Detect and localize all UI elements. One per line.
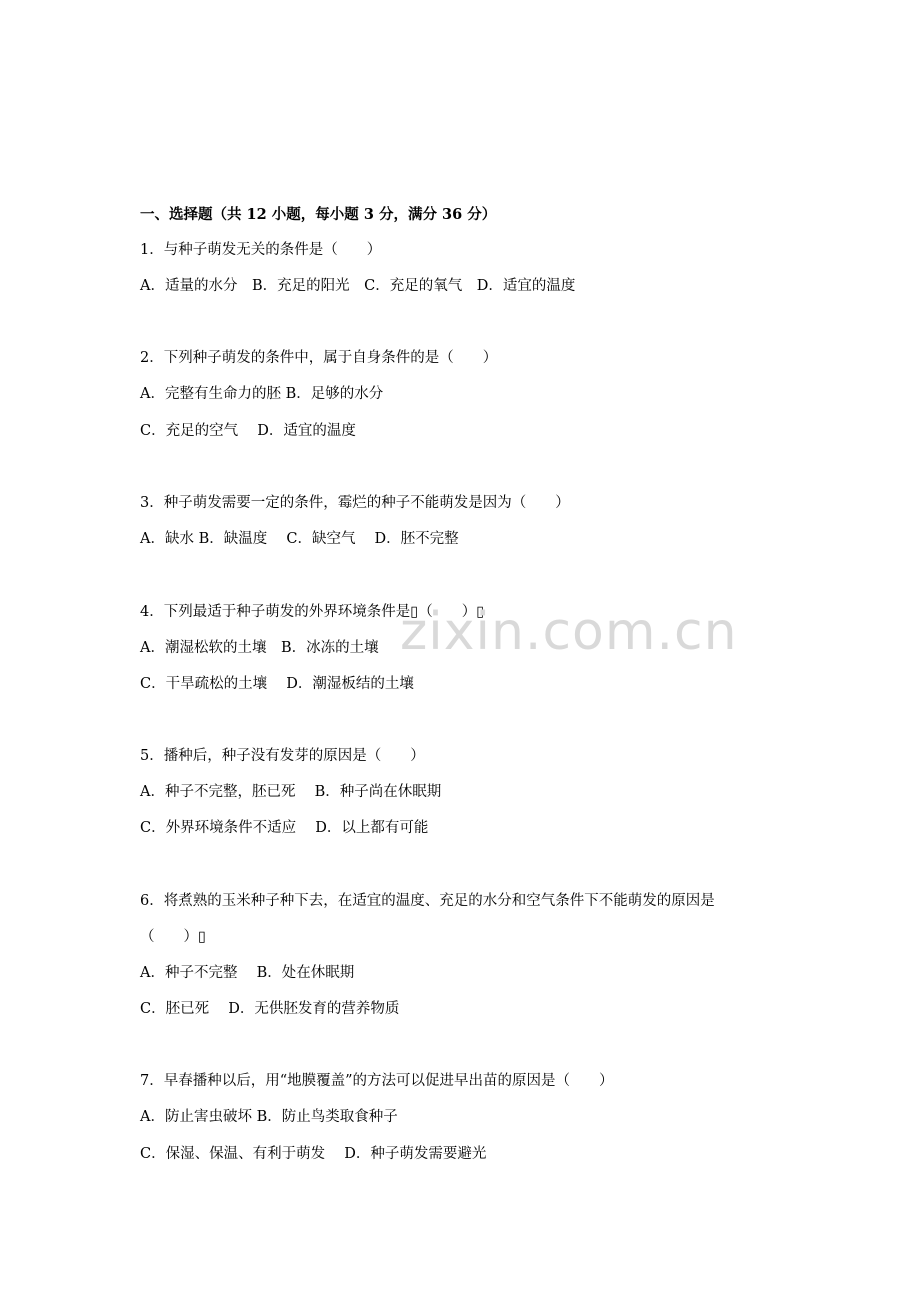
question-7-stem: 7．早春播种以后，用“地膜覆盖”的方法可以促进早出苗的原因是（ ） xyxy=(140,1073,614,1089)
question-2-stem: 2．下列种子萌发的条件中，属于自身条件的是（ ） xyxy=(140,350,498,366)
question-6-options-row-1: A．种子不完整 B．处在休眠期 xyxy=(140,965,355,981)
question-3-options: A．缺水 B．缺温度 C．缺空气 D．胚不完整 xyxy=(140,531,459,547)
question-2-options-row-2: C．充足的空气 D．适宜的温度 xyxy=(140,423,356,439)
question-5-options-row-1: A．种子不完整，胚已死 B．种子尚在休眠期 xyxy=(140,784,442,800)
question-5-stem: 5．播种后，种子没有发芽的原因是（ ） xyxy=(140,748,425,764)
question-1-options: A．适量的水分 B．充足的阳光 C．充足的氧气 D．适宜的温度 xyxy=(140,278,576,294)
question-1-stem: 1．与种子萌发无关的条件是（ ） xyxy=(140,242,382,258)
question-6-options-row-2: C．胚已死 D．无供胚发育的营养物质 xyxy=(140,1001,400,1017)
question-4-options-row-2: C．干旱疏松的土壤 D．潮湿板结的土壤 xyxy=(140,676,414,692)
question-5-options-row-2: C．外界环境条件不适应 D．以上都有可能 xyxy=(140,820,429,836)
section-title: 一、选择题（共 12 小题，每小题 3 分，满分 36 分） xyxy=(140,206,497,223)
question-3-stem: 3．种子萌发需要一定的条件，霉烂的种子不能萌发是因为（ ） xyxy=(140,495,570,511)
question-2-options-row-1: A．完整有生命力的胚 B．足够的水分 xyxy=(140,386,384,402)
question-6-stem: 6．将煮熟的玉米种子种下去，在适宜的温度、充足的水分和空气条件下不能萌发的原因是 xyxy=(140,893,715,909)
question-4-stem: 4．下列最适于种子萌发的外界环境条件是▯（ ）▯ xyxy=(140,604,485,620)
question-7-options-row-1: A．防止害虫破坏 B．防止鸟类取食种子 xyxy=(140,1109,398,1125)
watermark: zixin.com.cn xyxy=(400,602,738,662)
question-7-options-row-2: C．保湿、保温、有利于萌发 D．种子萌发需要避光 xyxy=(140,1146,487,1162)
question-4-options-row-1: A．潮湿松软的土壤 B．冰冻的土壤 xyxy=(140,640,379,656)
question-6-stem-continued: （ ）▯ xyxy=(140,929,206,945)
